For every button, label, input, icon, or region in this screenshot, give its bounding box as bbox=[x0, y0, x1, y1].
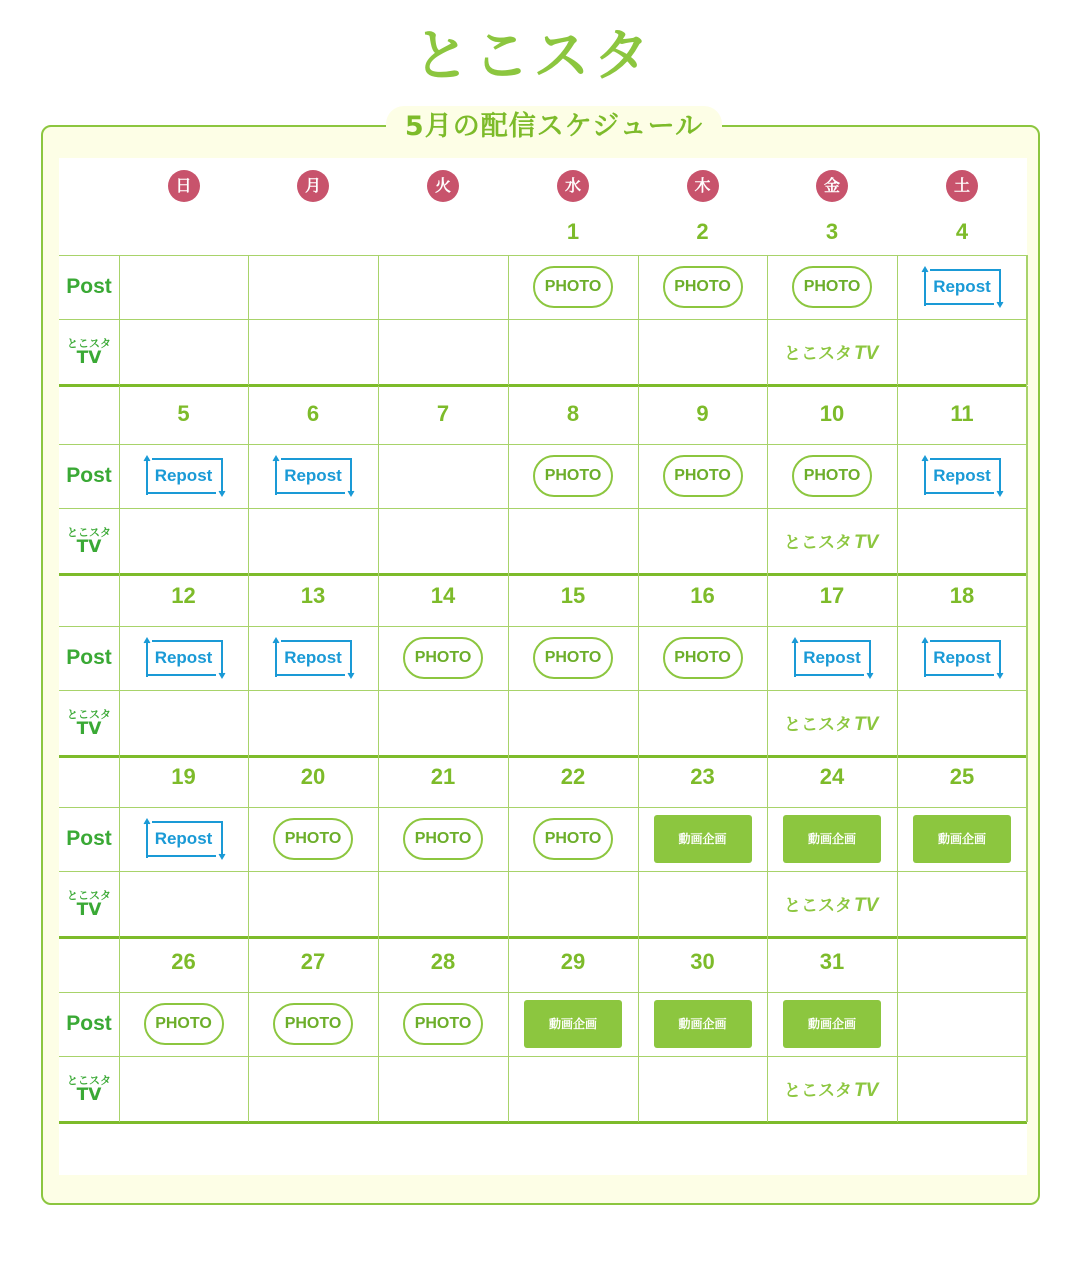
repost-label: Repost bbox=[154, 648, 213, 667]
tv-row-label bbox=[59, 709, 119, 738]
photo-badge: PHOTO bbox=[273, 1003, 353, 1045]
grid-line bbox=[897, 934, 898, 1122]
date-number: 27 bbox=[300, 949, 326, 974]
grid-line bbox=[119, 568, 120, 756]
repost-badge bbox=[142, 455, 226, 497]
grid-line bbox=[897, 255, 898, 385]
grid-line bbox=[508, 386, 509, 574]
weekday-1: 月 bbox=[297, 170, 329, 202]
photo-badge: PHOTO bbox=[533, 637, 613, 679]
grid-line bbox=[59, 1056, 1027, 1057]
grid-line bbox=[1027, 568, 1028, 756]
tv-row-label-big: TV bbox=[76, 348, 102, 368]
tv-logo-text: とこスタ bbox=[784, 344, 852, 364]
tv-row-label-small: とこスタ bbox=[67, 526, 111, 539]
post-row-label: Post bbox=[66, 464, 112, 487]
grid-line bbox=[59, 319, 1027, 320]
post-row-label: Post bbox=[66, 275, 112, 298]
calendar-grid bbox=[59, 158, 1027, 1175]
grid-line bbox=[767, 934, 768, 1122]
week-separator bbox=[59, 384, 1027, 387]
date-number: 26 bbox=[171, 949, 196, 974]
repost-label: Repost bbox=[933, 648, 991, 667]
week-separator bbox=[59, 936, 1027, 939]
grid-line bbox=[248, 568, 249, 756]
week-separator bbox=[59, 573, 1027, 576]
date-number: 17 bbox=[819, 583, 845, 608]
date-number: 3 bbox=[825, 219, 839, 244]
video-project-badge: 動画企画 bbox=[913, 815, 1011, 863]
grid-line bbox=[378, 934, 379, 1122]
grid-line bbox=[248, 749, 249, 937]
photo-badge: PHOTO bbox=[403, 1003, 483, 1045]
repost-label: Repost bbox=[933, 466, 991, 485]
date-number: 20 bbox=[300, 764, 326, 789]
repost-label: Repost bbox=[803, 648, 861, 667]
grid-line bbox=[638, 749, 639, 937]
tv-row-label-big: TV bbox=[76, 719, 102, 739]
grid-line bbox=[897, 386, 898, 574]
grid-line bbox=[59, 807, 1027, 808]
tv-logo-mark: TV bbox=[854, 532, 879, 553]
grid-line bbox=[638, 934, 639, 1122]
grid-line bbox=[119, 934, 120, 1122]
post-row-label: Post bbox=[66, 646, 112, 669]
week-separator bbox=[59, 755, 1027, 758]
tv-logo-text: とこスタ bbox=[784, 533, 852, 553]
post-row-label: Post bbox=[66, 1012, 112, 1035]
date-number: 14 bbox=[430, 583, 456, 608]
post-row-label: Post bbox=[66, 827, 112, 850]
date-number: 2 bbox=[696, 219, 709, 244]
photo-badge: PHOTO bbox=[663, 455, 743, 497]
date-number: 30 bbox=[690, 949, 715, 974]
date-number: 31 bbox=[819, 949, 845, 974]
grid-line bbox=[1027, 934, 1028, 1122]
grid-line bbox=[767, 386, 768, 574]
date-number: 28 bbox=[430, 949, 456, 974]
photo-badge: PHOTO bbox=[792, 455, 872, 497]
repost-badge bbox=[271, 455, 355, 497]
grid-line bbox=[59, 255, 1027, 256]
grid-line bbox=[59, 871, 1027, 872]
grid-line bbox=[508, 934, 509, 1122]
tokosuta-tv-logo bbox=[784, 891, 884, 921]
date-number: 6 bbox=[306, 401, 320, 426]
repost-badge bbox=[790, 637, 874, 679]
grid-line bbox=[59, 508, 1027, 509]
date-number: 16 bbox=[690, 583, 715, 608]
photo-badge: PHOTO bbox=[273, 818, 353, 860]
grid-line bbox=[378, 568, 379, 756]
grid-line bbox=[119, 386, 120, 574]
photo-badge: PHOTO bbox=[533, 266, 613, 308]
photo-badge: PHOTO bbox=[533, 455, 613, 497]
grid-line bbox=[638, 568, 639, 756]
repost-label: Repost bbox=[154, 829, 213, 848]
tv-row-label-big: TV bbox=[76, 1085, 102, 1105]
repost-badge bbox=[920, 637, 1004, 679]
date-number: 23 bbox=[690, 764, 715, 789]
grid-line bbox=[1027, 386, 1028, 574]
tv-row-label bbox=[59, 527, 119, 556]
video-project-badge: 動画企画 bbox=[654, 815, 752, 863]
grid-line bbox=[508, 568, 509, 756]
date-number: 13 bbox=[300, 583, 326, 608]
date-number: 10 bbox=[819, 401, 845, 426]
grid-line bbox=[1027, 255, 1028, 385]
grid-line bbox=[59, 626, 1027, 627]
date-number: 4 bbox=[955, 219, 969, 244]
grid-line bbox=[897, 749, 898, 937]
tv-row-label-small: とこスタ bbox=[67, 1074, 111, 1087]
grid-line bbox=[248, 255, 249, 385]
repost-badge bbox=[271, 637, 355, 679]
tokosuta-tv-logo bbox=[784, 710, 884, 740]
photo-badge: PHOTO bbox=[403, 637, 483, 679]
date-number: 1 bbox=[566, 219, 580, 244]
weekday-4: 木 bbox=[687, 170, 719, 202]
photo-badge: PHOTO bbox=[792, 266, 872, 308]
tokosuta-tv-logo bbox=[784, 1076, 884, 1106]
tv-logo-mark: TV bbox=[854, 714, 879, 735]
date-number: 8 bbox=[566, 401, 580, 426]
date-number: 19 bbox=[171, 764, 196, 789]
video-project-badge: 動画企画 bbox=[783, 1000, 881, 1048]
tv-row-label-big: TV bbox=[76, 537, 102, 557]
grid-line bbox=[897, 568, 898, 756]
tv-row-label-small: とこスタ bbox=[67, 889, 111, 902]
grid-line bbox=[378, 255, 379, 385]
date-number: 22 bbox=[560, 764, 586, 789]
photo-badge: PHOTO bbox=[144, 1003, 224, 1045]
tv-row-label-small: とこスタ bbox=[67, 337, 111, 350]
date-number: 24 bbox=[819, 764, 845, 789]
grid-line bbox=[1026, 255, 1027, 1122]
video-project-badge: 動画企画 bbox=[783, 815, 881, 863]
repost-badge bbox=[142, 818, 226, 860]
grid-line bbox=[638, 255, 639, 385]
grid-line bbox=[59, 690, 1027, 691]
date-number: 18 bbox=[949, 583, 975, 608]
grid-line bbox=[767, 749, 768, 937]
repost-label: Repost bbox=[154, 466, 213, 485]
grid-line bbox=[508, 749, 509, 937]
weekday-2: 火 bbox=[427, 170, 459, 202]
tv-logo-mark: TV bbox=[854, 895, 879, 916]
date-number: 7 bbox=[436, 401, 450, 426]
photo-badge: PHOTO bbox=[403, 818, 483, 860]
grid-line bbox=[59, 992, 1027, 993]
schedule-title: 5月の配信スケジュール bbox=[386, 106, 722, 148]
grid-line bbox=[767, 568, 768, 756]
tv-row-label bbox=[59, 890, 119, 919]
date-number: 25 bbox=[949, 764, 975, 789]
date-number: 15 bbox=[560, 583, 586, 608]
grid-line bbox=[248, 386, 249, 574]
tv-logo-text: とこスタ bbox=[784, 896, 852, 916]
repost-badge bbox=[920, 455, 1004, 497]
week-separator bbox=[59, 1121, 1027, 1124]
grid-line bbox=[378, 749, 379, 937]
repost-label: Repost bbox=[933, 277, 991, 296]
date-number: 29 bbox=[560, 949, 586, 974]
repost-label: Repost bbox=[284, 466, 342, 485]
date-number: 12 bbox=[171, 583, 196, 608]
repost-badge bbox=[920, 266, 1004, 308]
video-project-badge: 動画企画 bbox=[524, 1000, 622, 1048]
weekday-6: 土 bbox=[946, 170, 978, 202]
photo-badge: PHOTO bbox=[533, 818, 613, 860]
tv-row-label bbox=[59, 338, 119, 367]
tv-row-label bbox=[59, 1075, 119, 1104]
grid-line bbox=[378, 386, 379, 574]
tokosuta-tv-logo bbox=[784, 528, 884, 558]
date-number: 11 bbox=[950, 401, 974, 426]
photo-badge: PHOTO bbox=[663, 266, 743, 308]
grid-line bbox=[59, 444, 1027, 445]
weekday-0: 日 bbox=[168, 170, 200, 202]
grid-line bbox=[508, 255, 509, 385]
grid-line bbox=[248, 934, 249, 1122]
video-project-badge: 動画企画 bbox=[654, 1000, 752, 1048]
tv-logo-text: とこスタ bbox=[784, 715, 852, 735]
grid-line bbox=[119, 749, 120, 937]
grid-line bbox=[638, 386, 639, 574]
weekday-3: 水 bbox=[557, 170, 589, 202]
photo-badge: PHOTO bbox=[663, 637, 743, 679]
tv-row-label-big: TV bbox=[76, 900, 102, 920]
repost-label: Repost bbox=[284, 648, 342, 667]
grid-line bbox=[1027, 749, 1028, 937]
tv-row-label-small: とこスタ bbox=[67, 708, 111, 721]
date-number: 5 bbox=[177, 401, 190, 426]
tv-logo-text: とこスタ bbox=[784, 1081, 852, 1101]
tv-logo-mark: TV bbox=[854, 343, 879, 364]
grid-line bbox=[767, 255, 768, 385]
grid-line bbox=[119, 255, 120, 385]
tv-logo-mark: TV bbox=[854, 1080, 879, 1101]
logo: とこスタ bbox=[413, 24, 654, 89]
repost-badge bbox=[142, 637, 226, 679]
date-number: 9 bbox=[696, 401, 709, 426]
date-number: 21 bbox=[430, 764, 456, 789]
tokosuta-tv-logo bbox=[784, 339, 884, 369]
weekday-5: 金 bbox=[816, 170, 848, 202]
